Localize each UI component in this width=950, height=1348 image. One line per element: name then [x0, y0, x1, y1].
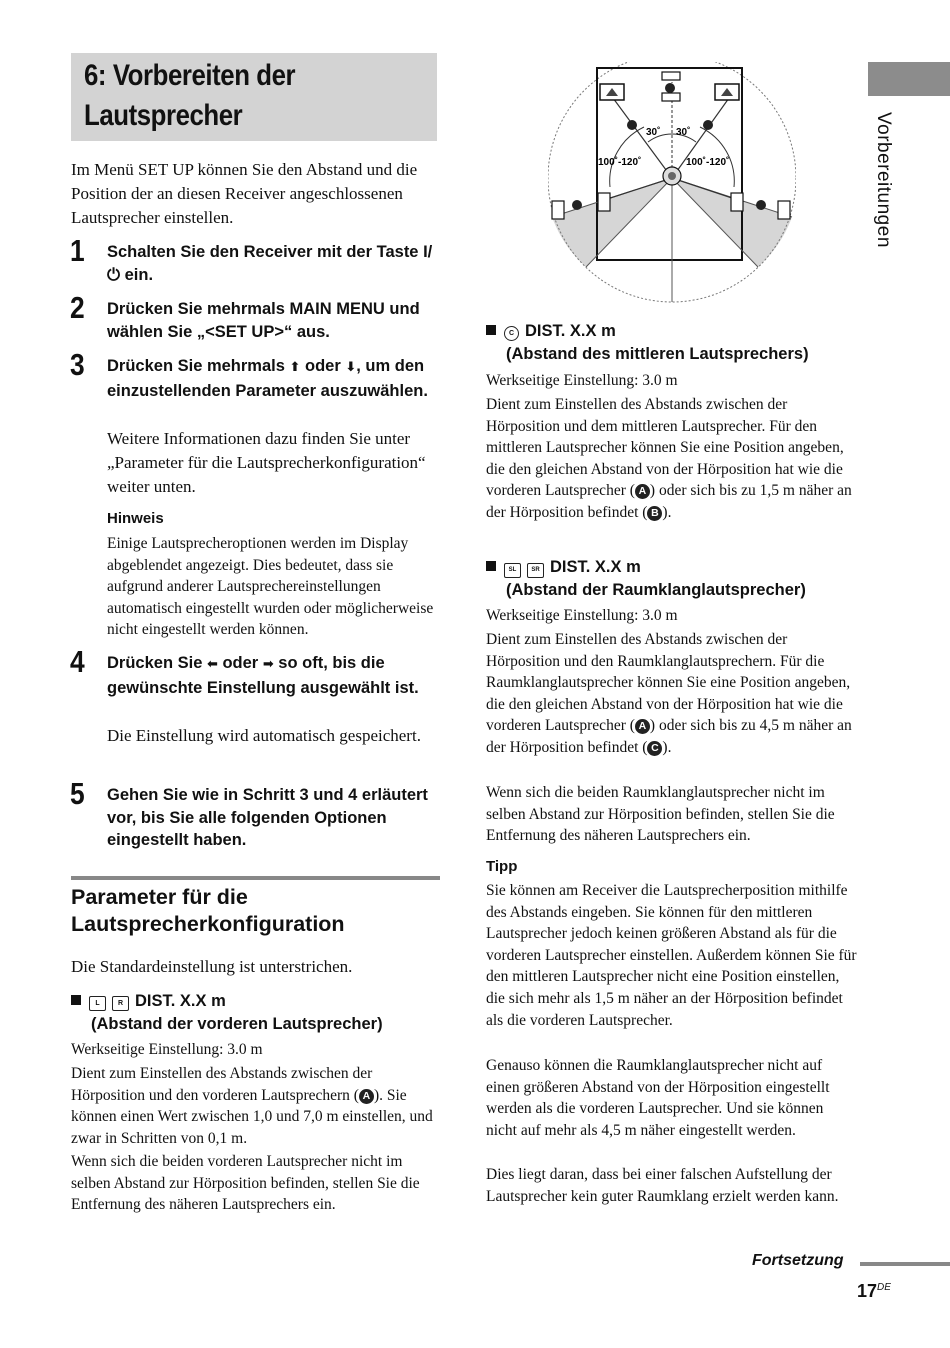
surround-note: Wenn sich die beiden Raumklanglautsprecher nicht im selben Abstand zur Hörposition befinden, stellen Sie die Entfernung des näheren Lautsprechers ein. [486, 784, 835, 845]
center-speaker-icon: C [504, 326, 519, 341]
step-number: 5 [70, 776, 85, 811]
tip-text-2: Genauso können die Raumklanglautsprecher nicht auf einen größeren Abstand von der Hörposition eingestellt werden als die vorderen Lautsprecher. Und sie können nicht auf mehr als 4,5 m näher eingestellt werden. [486, 1057, 830, 1139]
surround-default: Werkseitige Einstellung: 3.0 m [486, 607, 678, 624]
step-3-detail: Weitere Informationen dazu finden Sie unter „Parameter für die Lautsprecherkonfiguration“ weiter unten. [107, 429, 426, 496]
tip-text-3: Dies liegt daran, dass bei einer falschen Aufstellung der Lautsprecher kein guter Raumklang erzielt werden kann. [486, 1166, 839, 1205]
bullet-square [71, 995, 81, 1005]
range-right-label: 100˚-120˚ [686, 157, 730, 168]
arrow-down-icon: ⬇ [345, 360, 357, 375]
step-4-instruction: Drücken Sie ⬅ oder ➡ so oft, bis die gewünschte Einstellung ausgewählt ist. [107, 654, 419, 697]
step-number: 1 [70, 233, 85, 268]
bullet-square [486, 325, 496, 335]
surround-speaker-param: SL SR DIST. X.X m (Abstand der Raumklanglautsprecher) [486, 556, 866, 601]
marker-a: A [635, 719, 650, 734]
front-left-speaker-icon: L [89, 996, 106, 1011]
tip-text-1: Sie können am Receiver die Lautsprecherposition mithilfe des Abstands eingeben. Sie können für den mittleren Lautsprecher jedoch keinen größeren Abstand als für die vorderen Lautsprecher einstellen. Außerdem können Sie für den mittleren Lautsprecher nicht eine Position einstellen, die sich mehr als 1,5 m näher an der Hörposition befindet als die vorderen Lautsprecher. [486, 882, 857, 1029]
step-number: 2 [70, 290, 85, 325]
center-speaker-param: C DIST. X.X m (Abstand des mittleren Lautsprechers) [486, 320, 866, 365]
continued-label: Fortsetzung [752, 1252, 844, 1269]
section-title: Parameter für die Lautsprecherkonfiguration [71, 885, 345, 936]
tip-label: Tipp [486, 858, 518, 875]
page-title: 6: Vorbereiten der Lautsprecher [84, 59, 296, 132]
arrow-up-icon: ⬆ [289, 360, 301, 375]
step-2-instruction: Drücken Sie mehrmals MAIN MENU und wählen Sie „<SET UP>“ aus. [107, 300, 420, 341]
front-right-speaker-icon: R [112, 996, 129, 1011]
marker-c: C [647, 741, 662, 756]
bullet-square [486, 561, 496, 571]
step-number: 3 [70, 347, 85, 382]
surround-right-speaker-icon: SR [527, 563, 544, 578]
intro-text: Im Menü SET UP können Sie den Abstand und die Position der an diesen Receiver angeschlossenen Lautsprecher einstellen. [71, 160, 418, 227]
front-speaker-param: L R DIST. X.X m (Abstand der vorderen Lautsprecher) [71, 990, 451, 1035]
center-default: Werkseitige Einstellung: 3.0 m [486, 372, 678, 389]
front-default: Werkseitige Einstellung: 3.0 m [71, 1041, 263, 1058]
range-left-label: 100˚-120˚ [598, 157, 642, 168]
note-label: Hinweis [107, 510, 164, 527]
step-1-instruction: Schalten Sie den Receiver mit der Taste I/⏻ ein. [107, 243, 433, 284]
marker-a: A [359, 1089, 374, 1104]
note-text: Einige Lautsprecheroptionen werden im Display abgeblendet angezeigt. Dies bedeutet, dass sie aufgrund anderer Lautsprechereinstellungen automatisch eingestellt wurden oder möglicherweise nicht eingestellt werden können. [107, 535, 434, 639]
angle-left-label: 30˚ [646, 127, 661, 138]
surround-description: Dient zum Einstellen des Abstands zwischen der Hörposition und den Raumklanglautsprechern. Für die Raumklanglautsprecher können Sie eine Position angeben, die den gleichen Abstand von der Hörposition hat wie die vorderen Lautsprecher ( A ) oder sich bis zu 4,5 m näher an der Hörposition befindet ( C ). [486, 631, 852, 756]
angle-right-label: 30˚ [676, 127, 691, 138]
page-number: 17DE [857, 1281, 891, 1301]
speaker-placement-diagram [548, 62, 796, 306]
section-divider [71, 876, 440, 880]
step-number: 4 [70, 644, 85, 679]
center-description: Dient zum Einstellen des Abstands zwischen der Hörposition und dem mittleren Lautsprecher. Für den mittleren Lautsprecher können Sie eine Position angeben, die den gleichen Abstand von der Hörposition hat wie die vorderen Lautsprecher ( A ) oder sich bis zu 1,5 m näher an der Hörposition befindet ( B ). [486, 396, 852, 521]
marker-b: B [647, 506, 662, 521]
side-tab-marker [868, 62, 950, 96]
arrow-right-icon: ➡ [262, 657, 274, 672]
front-note: Wenn sich die beiden vorderen Lautsprecher nicht im selben Abstand zur Hörposition befinden, stellen Sie die Entfernung des näheren Lautsprechers ein. [71, 1153, 420, 1214]
arrow-left-icon: ⬅ [206, 657, 218, 672]
side-tab-label: Vorbereitungen [873, 112, 894, 248]
continued-marker [860, 1262, 950, 1266]
step-5-instruction: Gehen Sie wie in Schritt 3 und 4 erläutert vor, bis Sie alle folgenden Optionen eingestellt haben. [107, 786, 428, 850]
step-4-detail: Die Einstellung wird automatisch gespeichert. [107, 726, 421, 745]
surround-left-speaker-icon: SL [504, 563, 521, 578]
section-intro: Die Standardeinstellung ist unterstrichen. [71, 957, 353, 976]
front-description: Dient zum Einstellen des Abstands zwischen der Hörposition und den vorderen Lautsprechern ( A ). Sie können einen Wert zwischen 1,0 und 7,0 m einstellen, und zwar in Schritten von 0,1 m. [71, 1065, 433, 1147]
marker-a: A [635, 484, 650, 499]
step-3-instruction: Drücken Sie mehrmals ⬆ oder ⬇, um den einzustellenden Parameter auszuwählen. [107, 357, 428, 400]
